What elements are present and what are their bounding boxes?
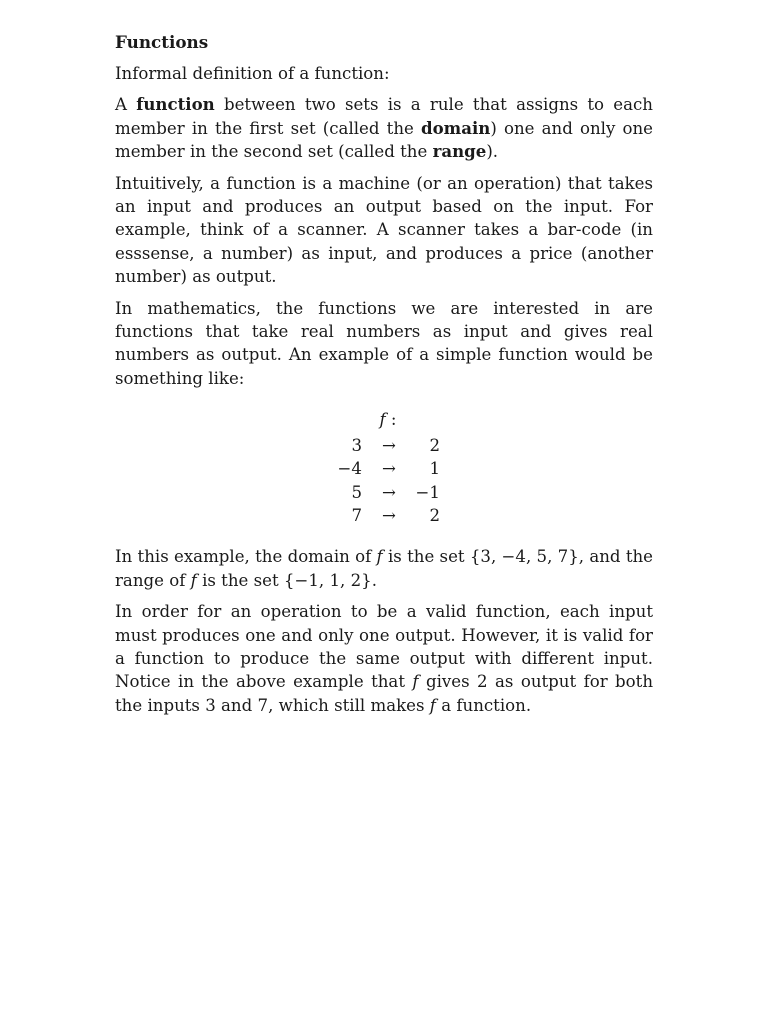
mapping-row <box>328 504 440 527</box>
mapping-output: 2 <box>429 435 440 455</box>
mapping-input: 3 <box>351 435 362 455</box>
validity-text-2: gives 2 as output for both the inputs 3 and 7, which still makes <box>115 672 654 715</box>
function-mapping <box>115 408 653 527</box>
mapping-output: 2 <box>429 505 440 525</box>
validity-paragraph <box>115 600 653 717</box>
domain-range-text-3: is the set {−1, 1, 2}. <box>196 570 377 590</box>
intuition-paragraph: Intuitively, a function is a machine (or an operation) that takes an input and produces an output based on the input. For example, think of a scanner. A scanner takes a bar-code (in esssense, a number) as input, and produces a price (another number) as output. <box>115 173 653 287</box>
document-page <box>115 30 653 725</box>
section-title: Functions <box>115 32 209 52</box>
validity-text-1: In order for an operation to be a valid function, each input must produces one and only one output. However, it is valid for a function to produce the same output with different input. Notice in the above example that <box>115 602 653 692</box>
mapping-arrow: → <box>382 482 396 502</box>
definition-text-1: A <box>115 95 137 115</box>
function-symbol: f <box>190 570 197 590</box>
definition-paragraph <box>115 93 653 163</box>
term-function: function <box>136 94 215 115</box>
mapping-row <box>328 434 440 457</box>
mapping-arrow: → <box>382 459 396 479</box>
mapping-table <box>328 434 440 528</box>
mapping-input: 7 <box>351 505 362 525</box>
mapping-row <box>328 481 440 504</box>
domain-range-paragraph <box>115 545 653 592</box>
mapping-row <box>328 457 440 480</box>
mapping-output: 1 <box>429 459 440 479</box>
definition-text-3: ) one and only one member in the second set (called the <box>115 118 653 162</box>
mapping-function-name <box>338 408 438 431</box>
term-range: range <box>432 141 487 162</box>
function-symbol: f <box>412 672 419 692</box>
mapping-arrow: → <box>382 435 396 455</box>
definition-text-2: between two sets is a rule that assigns to each member in the first set (called the <box>115 95 653 138</box>
term-domain: domain <box>420 117 491 138</box>
validity-text-3: a function. <box>435 695 532 715</box>
mapping-input: −4 <box>337 459 362 479</box>
intro-line: Informal definition of a function: <box>115 64 390 83</box>
definition-text-4: ). <box>486 142 499 162</box>
function-symbol: f <box>379 410 386 430</box>
function-symbol: f <box>429 695 436 715</box>
domain-range-text-1: In this example, the domain of <box>115 547 377 567</box>
mapping-arrow: → <box>382 505 396 525</box>
function-symbol: f <box>376 547 383 567</box>
mapping-input: 5 <box>351 482 362 502</box>
mapping-output: −1 <box>415 482 440 502</box>
domain-range-text-2: is the set {3, −4, 5, 7}, and the range of <box>115 547 653 590</box>
mapping-colon: : <box>385 410 397 430</box>
math-intro-paragraph: In mathematics, the functions we are interested in are functions that take real numbers as input and gives real numbers as output. An example of a simple function would be something like: <box>115 298 653 388</box>
